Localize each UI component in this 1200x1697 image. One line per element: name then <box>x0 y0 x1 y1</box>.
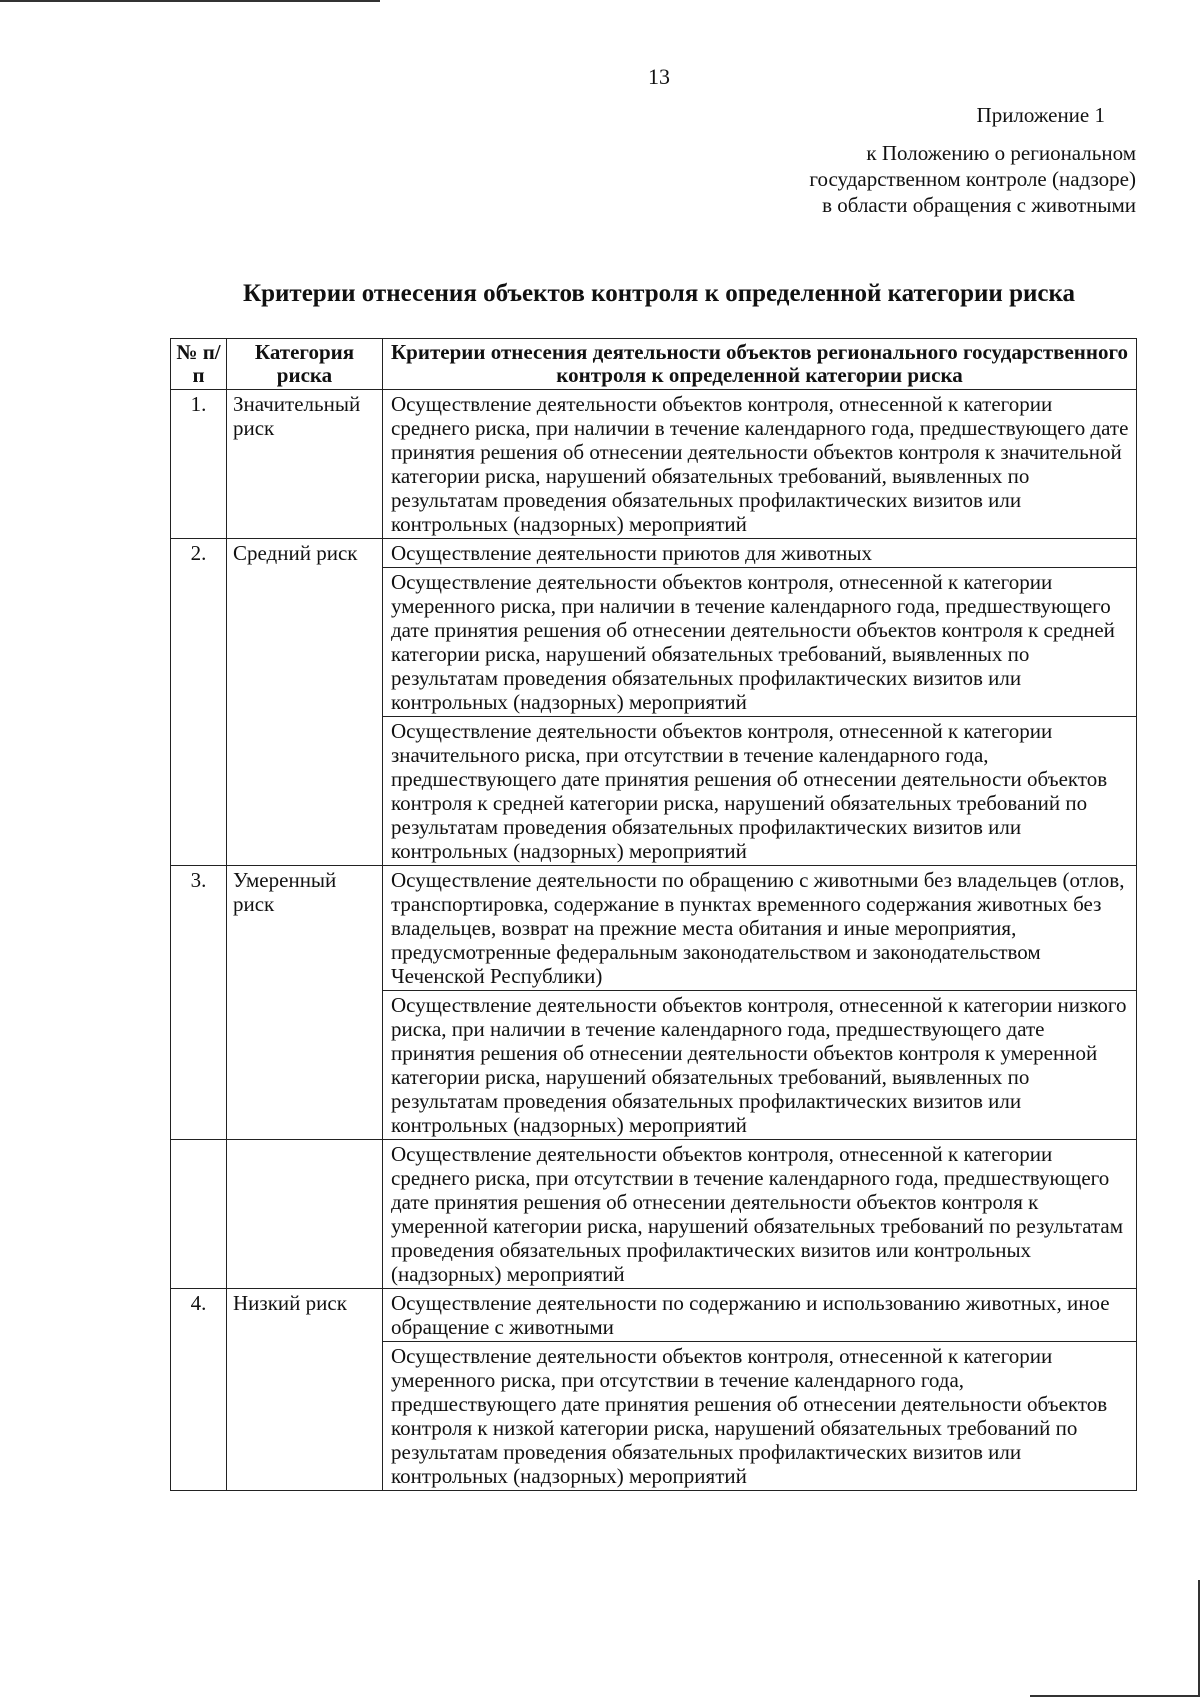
row-criteria: Осуществление деятельности объектов контроля, отнесенной к категории низкого риска, при наличии в течение календарного года, предшествующего дате принятия решения об отнесении деятельности объектов контроля к умеренной категории риска, нарушений обязательных требований, выявленных по результатам проведения обязательных профилактических визитов или контрольных (надзорных) мероприятий <box>383 991 1137 1140</box>
appendix-reference-line: государственном контроле (надзоре) <box>809 167 1136 191</box>
table-row <box>171 1289 1137 1342</box>
document-title: Критерии отнесения объектов контроля к определенной категории риска <box>242 280 1076 307</box>
table-row <box>171 1140 1137 1289</box>
scan-edge-top <box>0 0 380 2</box>
row-category: Умеренный риск <box>227 866 383 1140</box>
row-category: Значительный риск <box>227 390 383 539</box>
row-number-empty <box>171 1140 227 1289</box>
table-row <box>171 866 1137 991</box>
row-category: Низкий риск <box>227 1289 383 1491</box>
row-number: 3. <box>171 866 227 1140</box>
appendix-reference-line: к Положению о региональном <box>866 141 1136 165</box>
row-category-empty <box>227 1140 383 1289</box>
row-criteria: Осуществление деятельности объектов контроля, отнесенной к категории умеренного риска, при наличии в течение календарного года, предшествующего дате принятия решения об отнесении деятельности объектов контроля к средней категории риска, нарушений обязательных требований, выявленных по результатам проведения обязательных профилактических визитов или контрольных (надзорных) мероприятий <box>383 568 1137 717</box>
row-criteria: Осуществление деятельности по содержанию и использованию животных, иное обращение с животными <box>383 1289 1137 1342</box>
table-row <box>171 539 1137 568</box>
row-number: 1. <box>171 390 227 539</box>
appendix-reference <box>809 140 1136 218</box>
row-criteria: Осуществление деятельности объектов контроля, отнесенной к категории среднего риска, при наличии в течение календарного года, предшествующего дате принятия решения об отнесении деятельности объектов контроля к значительной категории риска, нарушений обязательных требований, выявленных по результатам проведения обязательных профилактических визитов или контрольных (надзорных) мероприятий <box>383 390 1137 539</box>
row-number: 4. <box>171 1289 227 1491</box>
row-criteria: Осуществление деятельности объектов контроля, отнесенной к категории значительного риска, при отсутствии в течение календарного года, предшествующего дате принятия решения об отнесении деятельности объектов контроля к средней категории риска, нарушений обязательных требований по результатам проведения обязательных профилактических визитов или контрольных (надзорных) мероприятий <box>383 717 1137 866</box>
table-header-row <box>171 339 1137 390</box>
row-criteria: Осуществление деятельности объектов контроля, отнесенной к категории среднего риска, при отсутствии в течение календарного года, предшествующего дате принятия решения об отнесении деятельности объектов контроля к умеренной категории риска, нарушений обязательных требований по результатам проведения обязательных профилактических визитов или контрольных (надзорных) мероприятий <box>383 1140 1137 1289</box>
page-number: 13 <box>648 64 670 89</box>
row-criteria: Осуществление деятельности объектов контроля, отнесенной к категории умеренного риска, при отсутствии в течение календарного года, предшествующего дате принятия решения об отнесении деятельности объектов контроля к низкой категории риска, нарушений обязательных требований по результатам проведения обязательных профилактических визитов или контрольных (надзорных) мероприятий <box>383 1342 1137 1491</box>
risk-criteria-table <box>170 338 1137 1491</box>
row-category: Средний риск <box>227 539 383 866</box>
header-criteria: Критерии отнесения деятельности объектов регионального государственного контроля к определенной категории риска <box>383 339 1137 390</box>
appendix-reference-line: в области обращения с животными <box>822 193 1136 217</box>
table-row <box>171 390 1137 539</box>
header-category: Категория риска <box>227 339 383 390</box>
header-number: № п/п <box>171 339 227 390</box>
row-criteria: Осуществление деятельности приютов для животных <box>383 539 1137 568</box>
row-criteria: Осуществление деятельности по обращению с животными без владельцев (отлов, транспортировка, содержание в пунктах временного содержания животных без владельцев, возврат на прежние места обитания и иные мероприятия, предусмотренные федеральным законодательством и законодательством Чеченской Республики) <box>383 866 1137 991</box>
appendix-label: Приложение 1 <box>976 103 1105 127</box>
row-number: 2. <box>171 539 227 866</box>
